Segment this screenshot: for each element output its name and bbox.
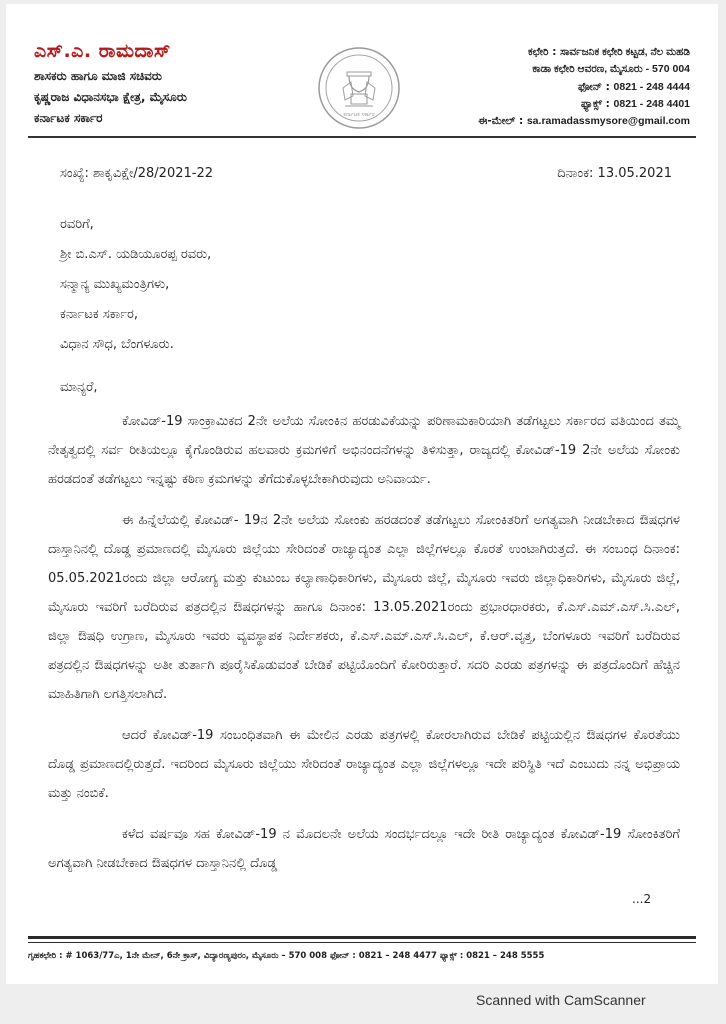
reference-number: ಸಂಖ್ಯೆ: ಶಾಕೃವಿಕ್ಷೇ/28/2021-22 [60,166,214,181]
footer-divider-thin [28,942,696,943]
camscanner-watermark: Scanned with CamScanner [476,992,646,1008]
salutation: ಮಾನ್ಯರೆ, [60,380,98,395]
contact-phone-line: ಫೋನ್ : 0821 - 248 4444 [578,80,690,93]
letterhead-left [34,40,324,129]
body-paragraph: ಕೋವಿಡ್-19 ಸಾಂಕ್ರಾಮಿಕದ 2ನೇ ಅಲೆಯ ಸೋಂಕಿನ ಹರಡುವಿಕೆಯನ್ನು ಪರಿಣಾಮಕಾರಿಯಾಗಿ ತಡೆಗಟ್ಟಲು ಸರ್ಕಾರದ ವತಿಯಿಂದ ತಮ್ಮ ನೇತೃತ್ವದಲ್ಲಿ ಸರ್ವ ರೀತಿಯಲ್ಲೂ ಕೈಗೊಂಡಿರುವ ಹಲವಾರು ಕ್ರಮಗಳಿಗೆ ಅಭಿನಂದನೆಗಳನ್ನು ತಿಳಿಸುತ್ತಾ, ರಾಜ್ಯದಲ್ಲಿ ಕೋವಿಡ್-19 2ನೇ ಅಲೆಯ ಸೋಂಕು ಹರಡದಂತೆ ತಡೆಗಟ್ಟಲು ಇನ್ನಷ್ಟು ಕಠಿಣ ಕ್ರಮಗಳನ್ನು ತೆಗೆದುಕೊಳ್ಳಬೇಕಾಗಿರುವುದು ಅನಿವಾರ್ಯ. [48,414,680,487]
letter-body [48,160,680,878]
letterhead-government: ಕರ್ನಾಟಕ ಸರ್ಕಾರ [34,111,103,125]
body-paragraph: ಈ ಹಿನ್ನೆಲೆಯಲ್ಲಿ ಕೋವಿಡ್- 19ನ 2ನೇ ಅಲೆಯ ಸೋಂಕು ಹರಡದಂತೆ ತಡೆಗಟ್ಟಲು ಸೋಂಕಿತರಿಗೆ ಅಗತ್ಯವಾಗಿ ನೀಡಬೇಕಾದ ಔಷಧಗಳ ದಾಸ್ತಾನಿನಲ್ಲಿ ದೊಡ್ಡ ಪ್ರಮಾಣದಲ್ಲಿ ಮೈಸೂರು ಜಿಲ್ಲೆಯು ಸೇರಿದಂತೆ ರಾಜ್ಯಾದ್ಯಂತ ಎಲ್ಲಾ ಜಿಲ್ಲೆಗಳಲ್ಲೂ ಕೊರತೆ ಉಂಟಾಗಿರುತ್ತದೆ. ಈ ಸಂಬಂಧ ದಿನಾಂಕ: 05.05.2021ರಂದು ಜಿಲ್ಲಾ ಆರೋಗ್ಯ ಮತ್ತು ಕುಟುಂಬ ಕಲ್ಯಾಣಾಧಿಕಾರಿಗಳು, ಮೈಸೂರು ಜಿಲ್ಲೆ, ಮೈಸೂರು ಇವರು ಜಿಲ್ಲಾಧಿಕಾರಿಗಳು, ಮೈಸೂರು ಜಿಲ್ಲೆ, ಮೈಸೂರು ಇವರಿಗೆ ಬರೆದಿರುವ ಪತ್ರದಲ್ಲಿನ ಔಷಧಗಳನ್ನು ಹಾಗೂ ದಿನಾಂಕ: 13.05.2021ರಂದು ಪ್ರಭಾರಧಾರಕರು, ಕೆ.ಎಸ್.ಎಮ್.ಎಸ್.ಸಿ.ಎಲ್, ಜಿಲ್ಲಾ ಔಷಧಿ ಉಗ್ರಾಣ, ಮೈಸೂರು ಇವರು ವ್ಯವಸ್ಥಾಪಕ ನಿರ್ದೇಶಕರು, ಕೆ.ಎಸ್.ಎಮ್.ಎಸ್.ಸಿ.ಎಲ್, ಕೆ.ಆರ್.ವೃತ್ತ, ಬೆಂಗಳೂರು ಇವರಿಗೆ ಬರೆದಿರುವ ಪತ್ರದಲ್ಲಿನ ಔಷಧಗಳನ್ನು ಅತೀ ತುರ್ತಾಗಿ ಪೂರೈಸಿಕೊಡುವಂತೆ ಬೇಡಿಕೆ ಪಟ್ಟಿಯೊಂದಿಗೆ ಕೋರಿರುತ್ತಾರೆ. ಸದರಿ ಎರಡು ಪತ್ರಗಳನ್ನು ಈ ಪತ್ರದೊಂದಿಗೆ ಹೆಚ್ಚಿನ ಮಾಹಿತಿಗಾಗಿ ಲಗತ್ತಿಸಲಾಗಿದೆ. [48,513,680,702]
address-line: ಕರ್ನಾಟಕ ಸರ್ಕಾರ, [60,307,138,322]
letterhead-designation: ಶಾಸಕರು ಹಾಗೂ ಮಾಜಿ ಸಚಿವರು [34,69,162,83]
letterhead-constituency: ಕೃಷ್ಣರಾಜ ವಿಧಾನಸಭಾ ಕ್ಷೇತ್ರ, ಮೈಸೂರು [34,90,187,104]
svg-text:ಕರ್ನಾಟಕ ಸರ್ಕಾರ: ಕರ್ನಾಟಕ ಸರ್ಕಾರ [343,112,375,118]
contact-office-line: ಕಛೇರಿ : ಸಾರ್ವಜನಿಕ ಕಛೇರಿ ಕಟ್ಟಡ, ನೆಲ ಮಹಡಿ [528,46,690,58]
address-line: ಸನ್ಮಾನ್ಯ ಮುಖ್ಯಮಂತ್ರಿಗಳು, [60,277,170,292]
body-paragraph: ಆದರೆ ಕೋವಿಡ್-19 ಸಂಬಂಧಿತವಾಗಿ ಈ ಮೇಲಿನ ಎರಡು ಪತ್ರಗಳಲ್ಲಿ ಕೋರಲಾಗಿರುವ ಬೇಡಿಕೆ ಪಟ್ಟಿಯಲ್ಲಿನ ಔಷಧಗಳ ಕೊರತೆಯು ದೊಡ್ಡ ಪ್ರಮಾಣದಲ್ಲಿರುತ್ತದೆ. ಇದರಿಂದ ಮೈಸೂರು ಜಿಲ್ಲೆಯು ಸೇರಿದಂತೆ ರಾಜ್ಯಾದ್ಯಂತ ಎಲ್ಲಾ ಜಿಲ್ಲೆಗಳಲ್ಲೂ ಇದೇ ಪರಿಸ್ಥಿತಿ ಇದೆ ಎಂಬುದು ನನ್ನ ಅಭಿಪ್ರಾಯ ಮತ್ತು ನಂಬಿಕೆ. [48,728,680,801]
contact-email-line: ಈ-ಮೇಲ್ : sa.ramadassmysore@gmail.com [478,115,690,128]
letterhead-contact [432,44,690,130]
address-line: ವಿಧಾನ ಸೌಧ, ಬೆಂಗಳೂರು. [60,337,174,352]
address-line: ಶ್ರೀ ಬಿ.ಎಸ್. ಯಡಿಯೂರಪ್ಪ ರವರು, [60,247,212,262]
address-line: ರವರಿಗೆ, [60,217,94,232]
footer-divider [28,936,696,939]
contact-fax-line: ಫ್ಯಾಕ್ಸ್ : 0821 - 248 4401 [580,97,690,110]
reference-line [48,160,680,190]
body-paragraph: ಕಳೆದ ವರ್ಷವೂ ಸಹ ಕೋವಿಡ್-19 ನ ಮೊದಲನೇ ಅಲೆಯ ಸಂದರ್ಭದಲ್ಲೂ ಇದೇ ರೀತಿ ರಾಜ್ಯಾದ್ಯಂತ ಕೋವಿಡ್-19 ಸೋಂಕಿತರಿಗೆ ಅಗತ್ಯವಾಗಿ ನೀಡಬೇಕಾದ ಔಷಧಗಳ ದಾಸ್ತಾನಿನಲ್ಲಿ ದೊಡ್ಡ [48,827,680,871]
letterhead-name: ಎಸ್.ಎ. ರಾಮದಾಸ್ [34,40,171,62]
letterhead-divider [28,136,696,138]
government-emblem-seal [317,46,401,134]
page-continuation-marker: ...2 [632,892,652,906]
letter-date: ದಿನಾಂಕ: 13.05.2021 [557,166,672,181]
footer-home-office: ಗೃಹಕಛೇರಿ : # 1063/77ಎ, 1ನೇ ಮೇನ್, 6ನೇ ಕ್ರಾಸ್, ವಿದ್ಯಾರಣ್ಯಪುರಂ, ಮೈಸೂರು – 570 008 ಫೋನ್ : 0821 – 248 4477 ಫ್ಯಾಕ್ಸ್ : 0821 – 248 5555 [28,951,545,961]
recipient-address [60,210,680,360]
contact-address-line: ಕಾಡಾ ಕಛೇರಿ ಆವರಣ, ಮೈಸೂರು - 570 004 [532,63,690,76]
